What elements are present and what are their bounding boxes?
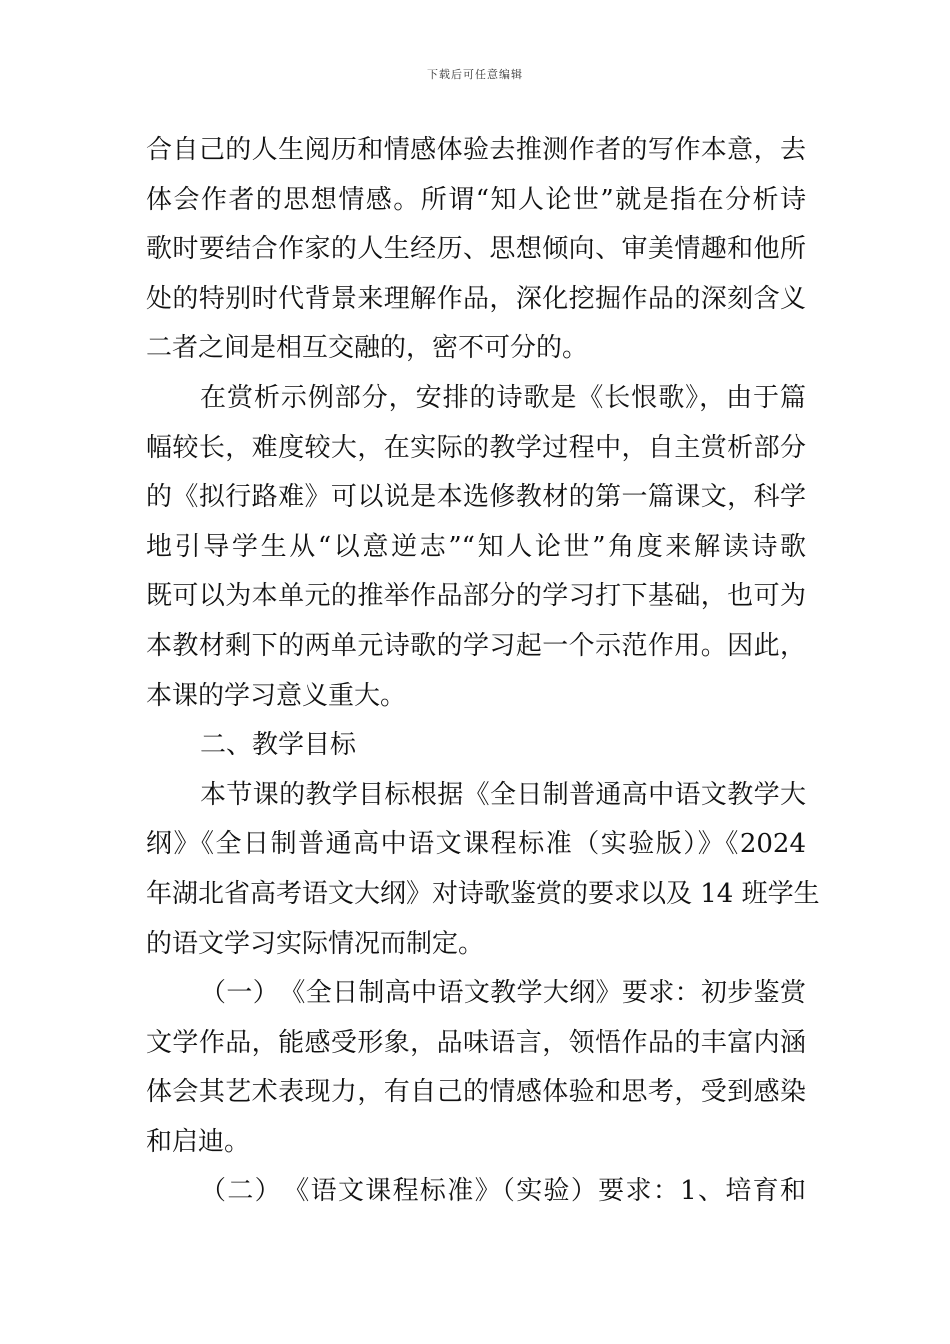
text-line: 的《拟行路难》可以说是本选修教材的第一篇课文，科学: [146, 482, 806, 513]
text-line: 体会作者的思想情感。所谓“知人论世”就是指在分析诗: [146, 184, 806, 215]
text-line: 体会其艺术表现力，有自己的情感体验和思考，受到感染: [146, 1077, 806, 1108]
text-line: 本节课的教学目标根据《全日制普通高中语文教学大: [200, 779, 806, 810]
text-line: 年湖北省高考语文大纲》对诗歌鉴赏的要求以及 14 班学生: [146, 878, 820, 909]
text-line: （一） 《全日制高中语文教学大纲》要求：初步鉴赏: [200, 978, 806, 1009]
text-line: 合自己的人生阅历和情感体验去推测作者的写作本意，去: [146, 135, 806, 165]
document-body: [146, 126, 820, 1217]
page-header: 下载后可任意编辑: [427, 68, 523, 81]
text-line: 的语文学习实际情况而制定。: [146, 928, 485, 959]
text-line: 和启迪。: [146, 1126, 251, 1157]
text-line: 歌时要结合作家的人生经历、思想倾向、审美情趣和他所: [146, 234, 806, 265]
text-line: 地引导学生从“以意逆志”“知人论世”角度来解读诗歌: [146, 531, 806, 562]
text-line: 幅较长，难度较大，在实际的教学过程中，自主赏析部分: [146, 432, 806, 463]
text-line: 本课的学习意义重大。: [146, 680, 407, 711]
text-line: 文学作品，能感受形象，品味语言，领悟作品的丰富内涵: [146, 1027, 806, 1058]
text-line: （二） 《语文课程标准》（实验）要求：1、培育和: [200, 1176, 806, 1207]
section-heading: 二、教学目标: [200, 730, 357, 761]
text-line: 在赏析示例部分，安排的诗歌是《长恨歌》，由于篇: [200, 382, 806, 413]
text-line: 二者之间是相互交融的，密不可分的。: [146, 333, 589, 364]
text-line: 本教材剩下的两单元诗歌的学习起一个示范作用。因此，: [146, 630, 806, 661]
text-line: 处的特别时代背景来理解作品，深化挖掘作品的深刻含义: [146, 283, 806, 314]
text-line: 既可以为本单元的推举作品部分的学习打下基础，也可为: [146, 581, 806, 612]
text-line: 纲》《全日制普通高中语文课程标准（实验版）》《2024: [146, 829, 806, 860]
